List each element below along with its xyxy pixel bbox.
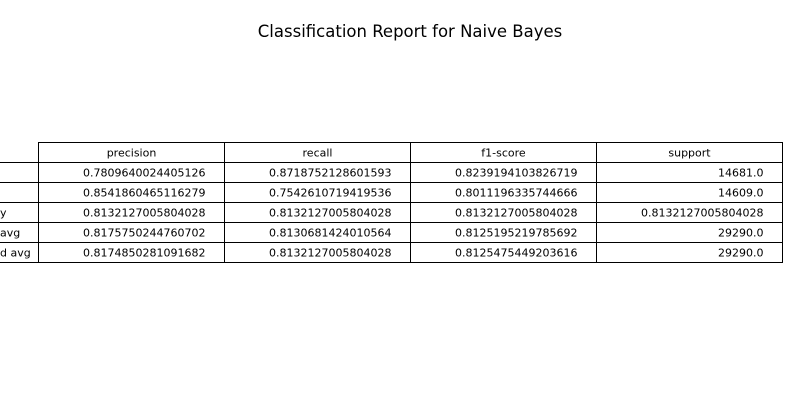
cell-value: 0.8132127005804028 [83, 206, 206, 220]
cell-value: 0.8132127005804028 [269, 206, 392, 220]
cell-value: 0.8130681424010564 [269, 226, 392, 240]
cell-value: 14609.0 [718, 186, 764, 200]
cell-value: 14681.0 [718, 166, 764, 180]
cell-value: 29290.0 [718, 226, 764, 240]
cell-value: 0.8239194103826719 [455, 166, 578, 180]
row-label: y [0, 206, 7, 220]
row-label-cell [0, 163, 39, 183]
cell-value: 29290.0 [718, 246, 764, 260]
cell-value: 0.8132127005804028 [455, 206, 578, 220]
cell-value: 0.8174850281091682 [83, 246, 206, 260]
row-label: avg [0, 226, 21, 240]
column-header: recall [302, 146, 333, 160]
cell-value: 0.8132127005804028 [269, 246, 392, 260]
cell-value: 0.8718752128601593 [269, 166, 392, 180]
cell-value: 0.8541860465116279 [83, 186, 206, 200]
column-header: precision [106, 146, 157, 160]
row-label: d avg [0, 246, 31, 260]
cell-value: 0.8125195219785692 [455, 226, 578, 240]
chart-title: Classification Report for Naive Bayes [257, 22, 563, 41]
cell-value: 0.8132127005804028 [641, 206, 764, 220]
cell-value: 0.8011196335744666 [455, 186, 578, 200]
cell-value: 0.8125475449203616 [455, 246, 578, 260]
column-header: support [668, 146, 711, 160]
cell-value: 0.7542610719419536 [269, 186, 392, 200]
row-label-cell [0, 183, 39, 203]
column-header: f1-score [481, 146, 526, 160]
cell-value: 0.7809640024405126 [83, 166, 206, 180]
cell-value: 0.8175750244760702 [83, 226, 206, 240]
